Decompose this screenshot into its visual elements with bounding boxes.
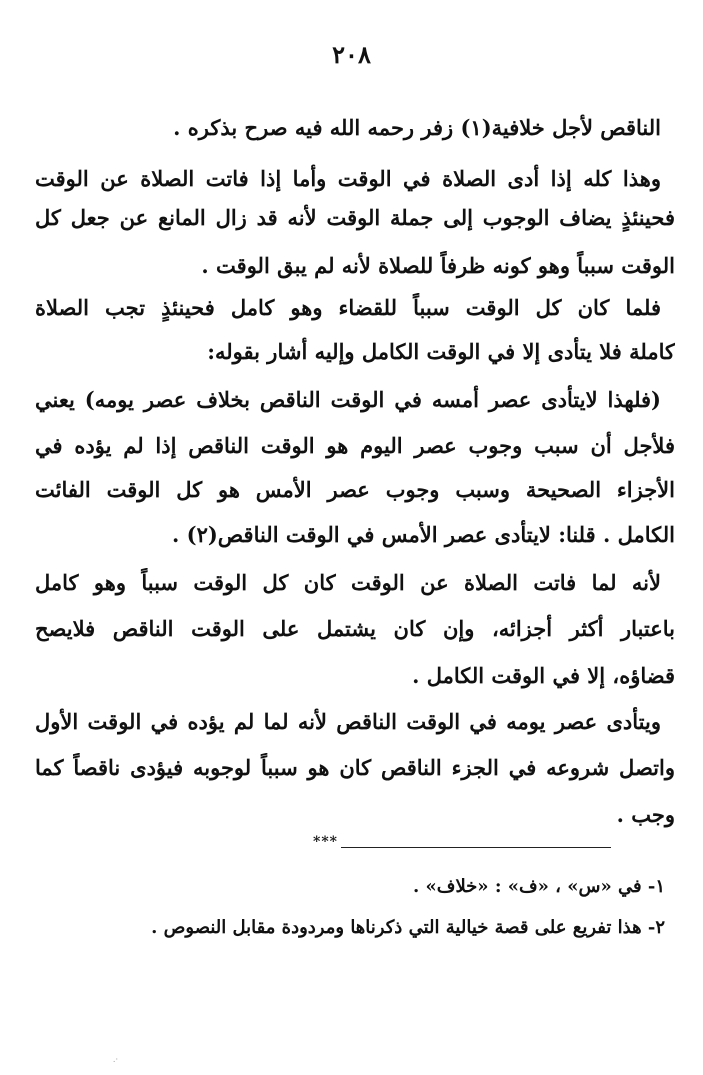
text-line-8: فلأجل أن سبب وجوب عصر اليوم هو الوقت الناقص إذا لم يؤده في [35,433,675,458]
text-line-9: الأجزاء الصحيحة وسبب وجوب عصر الأمس هو كل الوقت الفائت [35,477,675,502]
text-line-4: الوقت سبباً وهو كونه ظرفاً للصلاة لأنه لم يبق الوقت . [201,253,675,278]
text-line-15: واتصل شروعه في الجزء الناقص كان هو سبباً لوجوبه فيؤدى ناقصاً كما [35,755,675,780]
text-line-3: فحينئذٍ يضاف الوجوب إلى جملة الوقت لأنه قد زال المانع عن جعل كل [35,205,675,230]
text-line-12: باعتبار أكثر أجزائه، وإن كان يشتمل على الوقت الناقص فلايصح [35,616,675,641]
page-number: ٢٠٨ [332,40,371,69]
footnote-1: ١- في «س» ، «ف» : «خلاف» . [413,876,665,897]
text-line-6: كاملة فلا يتأدى إلا في الوقت الكامل وإليه أشار بقوله: [207,339,675,364]
footnote-separator [313,834,611,854]
separator-stars: *** [313,834,338,850]
text-line-7: (فلهذا لايتأدى عصر أمسه في الوقت الناقص بخلاف عصر يومه) يعني [35,387,661,412]
text-line-13: قضاؤه، إلا في الوقت الكامل . [412,663,675,688]
footnote-2: ٢- هذا تفريع على قصة خيالية التي ذكرناها ومردودة مقابل النصوص . [151,917,665,938]
text-line-14: ويتأدى عصر يومه في الوقت الناقص لأنه لما لم يؤده في الوقت الأول [35,709,661,734]
scan-speck: ·. [112,1055,118,1064]
text-line-1: الناقص لأجل خلافية(١) زفر رحمه الله فيه صرح بذكره . [173,115,661,140]
text-line-16: وجب . [616,802,675,827]
text-line-5: فلما كان كل الوقت سبباً للقضاء وهو كامل فحينئذٍ تجب الصلاة [35,295,661,320]
separator-rule [341,847,611,848]
text-line-10: الكامل . قلنا: لايتأدى عصر الأمس في الوقت الناقص(٢) . [172,522,675,547]
text-line-11: لأنه لما فاتت الصلاة عن الوقت كان كل الوقت سبباً وهو كامل [35,570,661,595]
text-line-2: وهذا كله إذا أدى الصلاة في الوقت وأما إذا فاتت الصلاة عن الوقت [35,166,661,191]
